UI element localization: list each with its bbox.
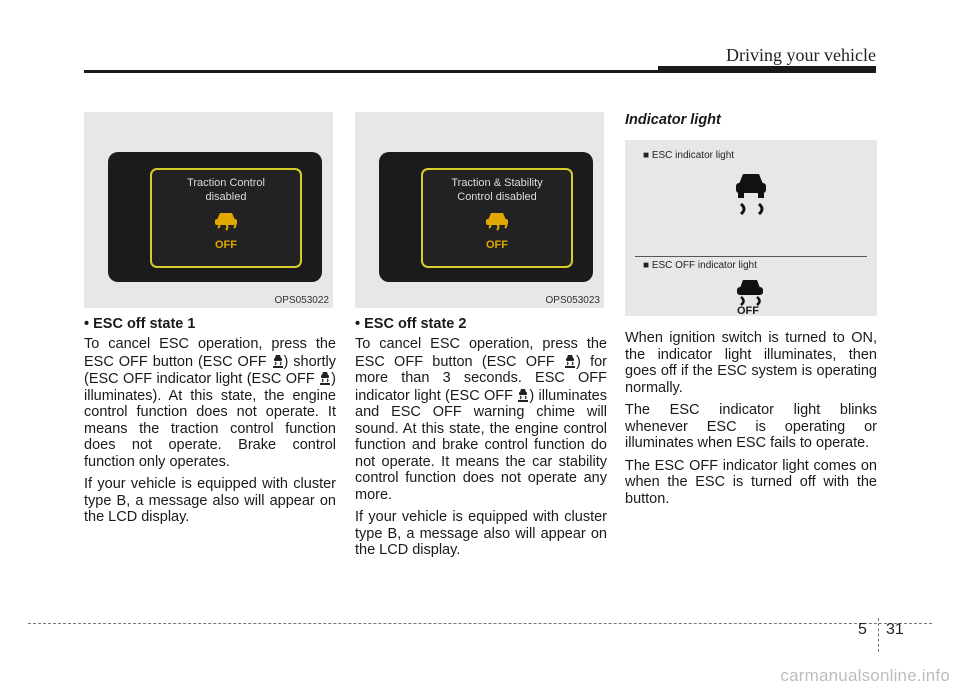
paragraph-text: ) illuminates). At this state, the engine control function does not operate. It means the traction control function does not operate. Brake control function only operates.	[84, 371, 336, 470]
paragraph-text: ) for more than 3 seconds. ESC OFF indicator light (ESC OFF	[355, 353, 607, 404]
esc-indicator-icon	[729, 168, 773, 218]
paragraph-text: ) illuminates and ESC OFF warning chime will sound. At this state, the engine control function and brake control function do not operate. It means the car stability control function does not operate any more.	[355, 387, 607, 503]
dashboard-cluster	[379, 152, 593, 282]
dashboard-cluster	[108, 152, 322, 282]
paragraph-text: To cancel ESC operation, press the ESC OFF button (ESC OFF	[84, 336, 336, 370]
off-label: OFF	[215, 239, 237, 251]
footer-rule	[28, 623, 932, 624]
section-heading: • ESC off state 2	[355, 316, 467, 332]
figure-code: OPS053023	[545, 295, 600, 306]
esc-off-icon	[272, 353, 284, 369]
esc-off-icon	[319, 370, 331, 386]
indicator-divider	[635, 256, 867, 257]
figure-indicator-lights	[625, 140, 877, 316]
column-esc-off-state-2	[355, 112, 607, 565]
chapter-number: 5	[858, 621, 867, 638]
paragraph	[355, 336, 607, 503]
paragraph	[84, 336, 336, 470]
esc-off-icon	[564, 353, 576, 369]
header-title: Driving your vehicle	[726, 45, 876, 65]
esc-off-icon	[517, 387, 529, 403]
lcd-message-line2: Control disabled	[457, 191, 537, 203]
paragraph-text: ) shortly (ESC OFF indicator light (ESC OFF	[84, 353, 336, 387]
off-label: OFF	[737, 305, 759, 317]
figure-code: OPS053022	[274, 295, 329, 306]
figure-traction-stability-disabled	[355, 112, 604, 308]
esc-off-car-icon	[209, 208, 243, 238]
figure-traction-control-disabled	[84, 112, 333, 308]
paragraph: The ESC OFF indicator light comes on when the ESC is turned off with the button.	[625, 457, 877, 507]
page-number-divider	[878, 618, 879, 652]
watermark: carmanualsonline.info	[780, 666, 950, 685]
column-esc-off-state-1	[84, 112, 336, 532]
paragraph: If your vehicle is equipped with cluster type B, a message also will appear on the LCD display.	[355, 509, 607, 558]
lcd-message-line1: Traction & Stability	[451, 177, 543, 189]
lcd-display	[421, 168, 573, 268]
paragraph: The ESC indicator light blinks whenever ESC is operating or illuminates when ESC fails to operate.	[625, 402, 877, 451]
paragraph: When ignition switch is turned to ON, the indicator light illuminates, then goes off if the ESC system is operating normally.	[625, 330, 877, 396]
section-heading: • ESC off state 1	[84, 316, 196, 332]
lcd-message-line2: disabled	[205, 191, 247, 203]
section-title: Indicator light	[625, 112, 721, 128]
lcd-display	[150, 168, 302, 268]
paragraph: If your vehicle is equipped with cluster type B, a message also will appear on the LCD display.	[84, 476, 336, 525]
esc-off-indicator-label: ■ ESC OFF indicator light	[643, 260, 757, 271]
paragraph-text: To cancel ESC operation, press the ESC OFF button (ESC OFF	[355, 336, 607, 370]
esc-off-car-icon	[480, 208, 514, 238]
off-label: OFF	[486, 239, 508, 251]
esc-indicator-label: ■ ESC indicator light	[643, 150, 735, 161]
header-rule-accent	[658, 66, 876, 73]
column-indicator-light	[625, 112, 877, 513]
lcd-message-line1: Traction Control	[187, 177, 265, 189]
page-number: 31	[886, 621, 904, 638]
